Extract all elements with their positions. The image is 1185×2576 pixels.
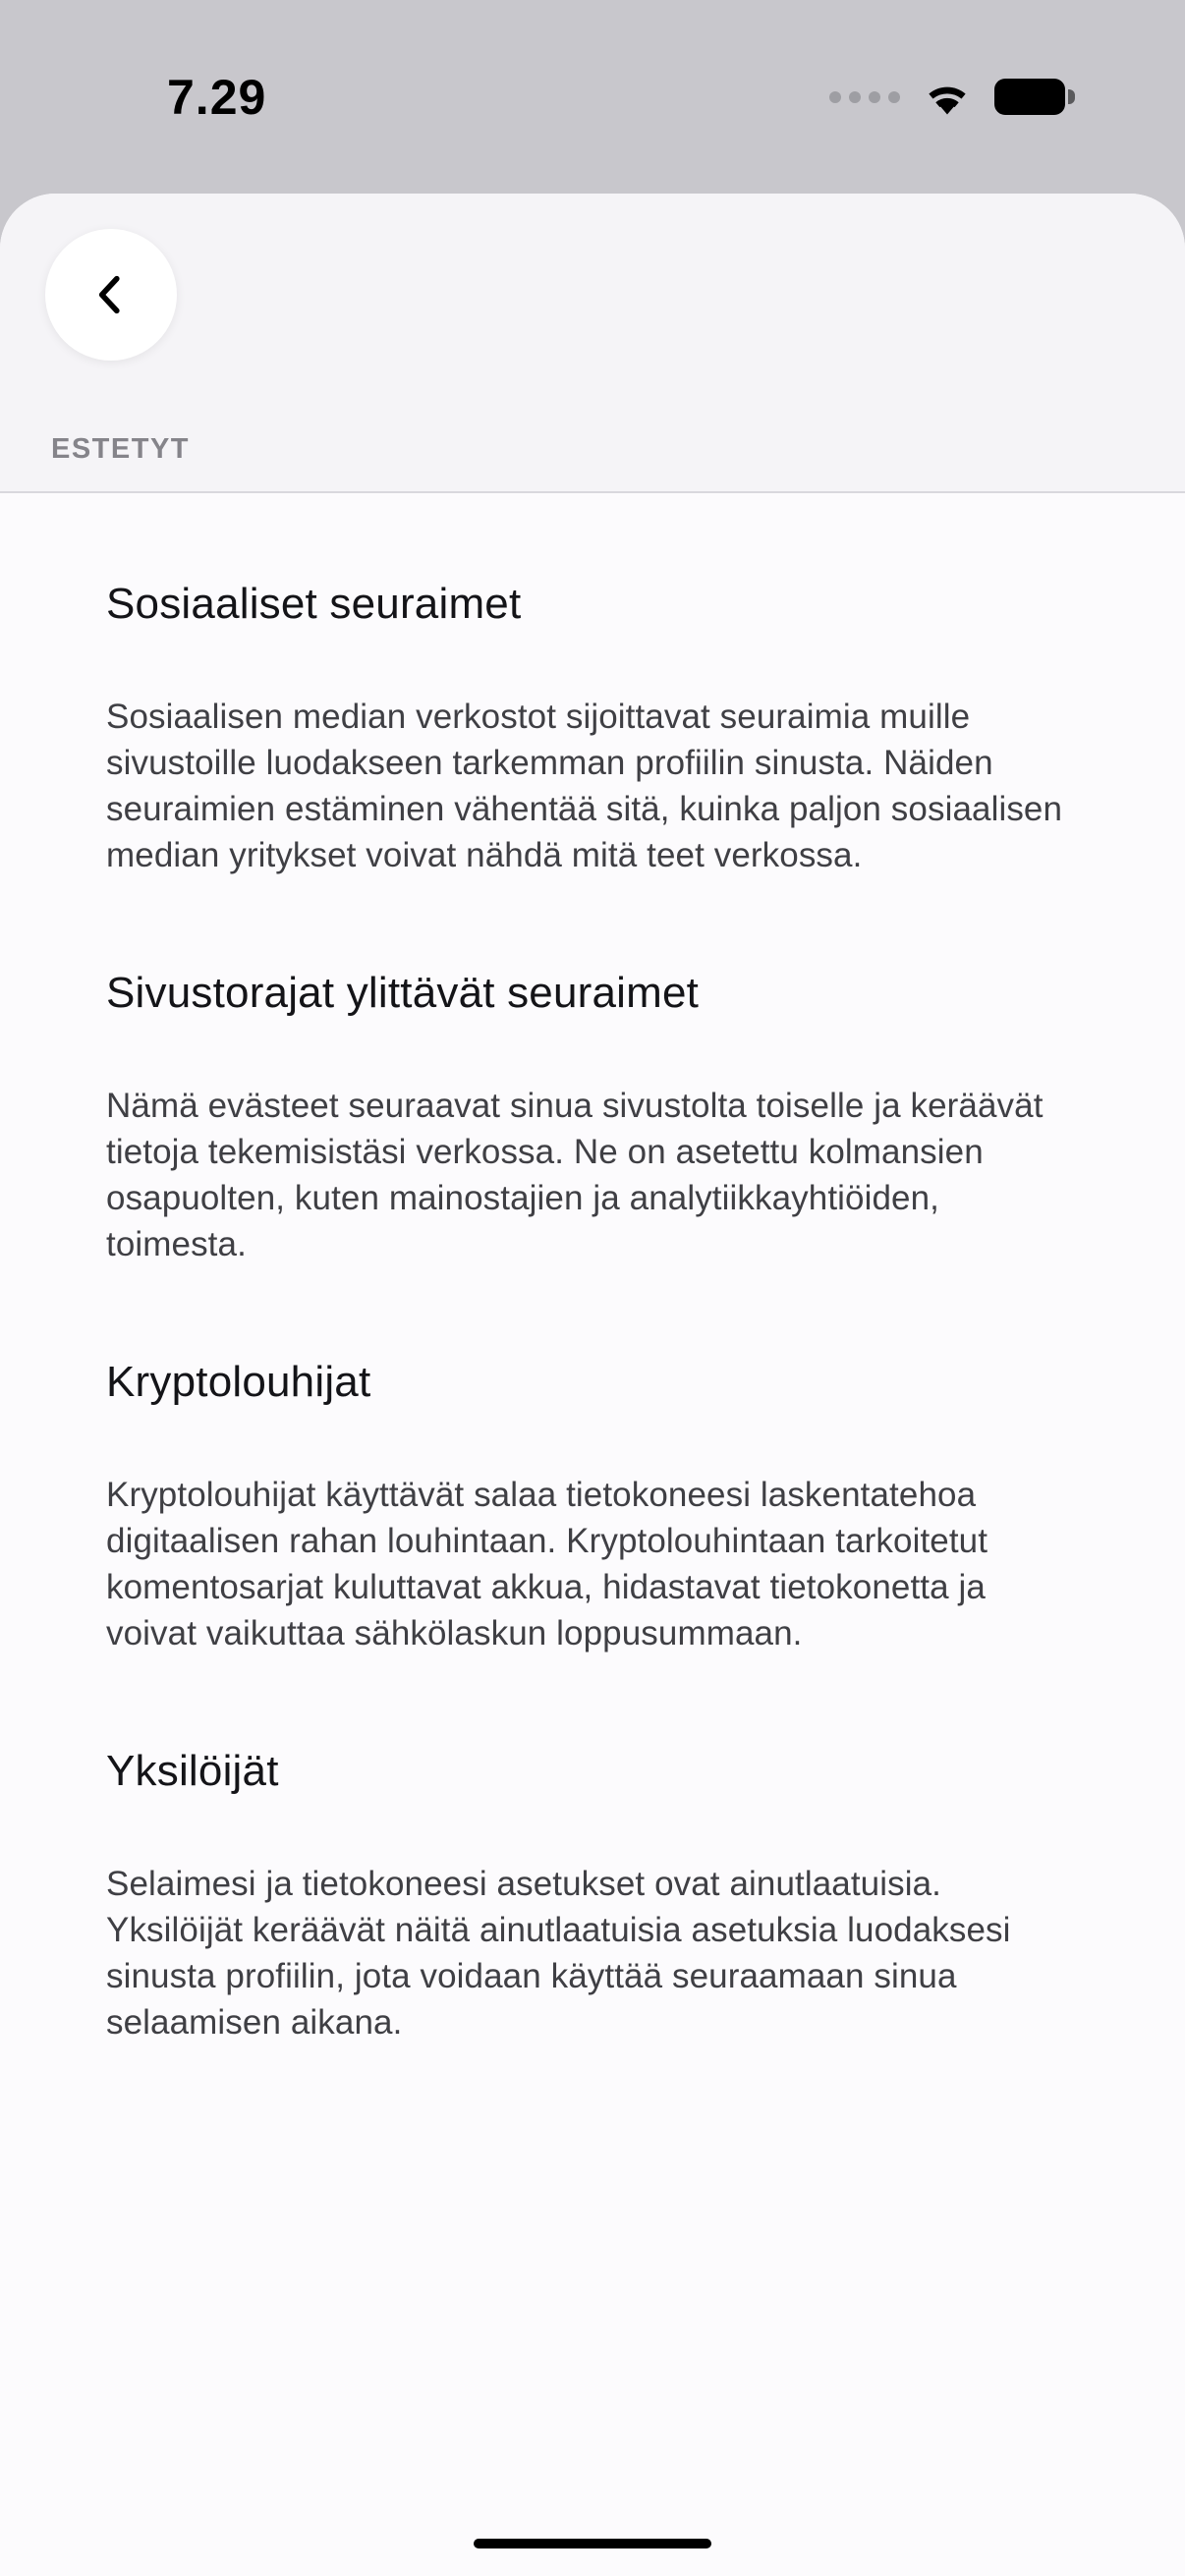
info-section-fingerprinters — [106, 1747, 1077, 2045]
section-title: Kryptolouhijat — [106, 1358, 371, 1406]
sheet-header — [0, 194, 1185, 493]
section-title: Yksilöijät — [106, 1747, 279, 1795]
section-body: Sosiaalisen median verkostot sijoittavat seuraimia muille sivustoille luodakseen tarkemman profiilin sinusta. Näiden seuraimien estäminen vähentää sitä, kuinka paljon sosiaalisen median yritykset voivat nähdä mitä teet verkossa. — [106, 698, 1063, 874]
wifi-icon — [922, 79, 973, 116]
section-title: Sosiaaliset seuraimet — [106, 580, 522, 628]
battery-icon — [994, 79, 1075, 115]
section-title: Sivustorajat ylittävät seuraimet — [106, 969, 700, 1017]
info-section-cryptominers — [106, 1358, 1077, 1656]
section-body: Selaimesi ja tietokoneesi asetukset ovat ainutlaatuisia. Yksilöijät keräävät näitä ainutlaatuisia asetuksia luodaksesi sinusta profiilin, jota voidaan käyttää seuraamaan sinua selaamisen aikana. — [106, 1865, 1011, 2042]
chevron-left-icon — [84, 267, 139, 322]
blocked-trackers-sheet — [0, 194, 1185, 2576]
info-section-social-trackers — [106, 580, 1077, 878]
section-body: Kryptolouhijat käyttävät salaa tietokoneesi laskentatehoa digitaalisen rahan louhintaan. Kryptolouhintaan tarkoitetut komentosarjat kuluttavat akkua, hidastavat tietokonetta ja voivat vaikuttaa sähkölaskun loppusummaan. — [106, 1476, 988, 1652]
section-body: Nämä evästeet seuraavat sinua sivustolta toiselle ja keräävät tietoja tekemisistäsi verkossa. Ne on asetettu kolmansien osapuolten, kuten mainostajien ja analytiikkayhtiöiden, toimesta. — [106, 1087, 1044, 1263]
blocked-section-label: ESTETYT — [51, 433, 191, 465]
back-button[interactable] — [45, 229, 177, 361]
home-indicator[interactable] — [474, 2539, 711, 2548]
status-icons — [829, 79, 1075, 116]
tracker-info-content — [0, 580, 1185, 2045]
status-time: 7.29 — [167, 69, 267, 125]
cellular-signal-icon — [829, 91, 900, 103]
status-bar — [0, 0, 1185, 194]
info-section-cross-site-trackers — [106, 969, 1077, 1267]
